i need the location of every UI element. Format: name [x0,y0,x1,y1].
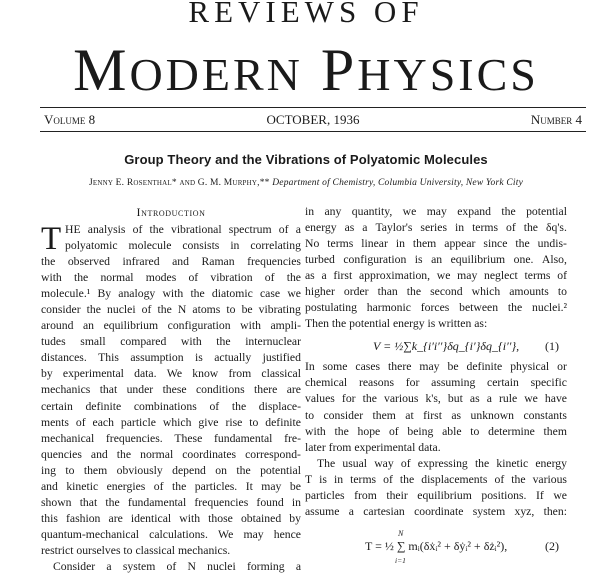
text-line: certain definite combinations of the displace- [41,399,301,413]
number-label [531,113,582,126]
text-line: HE analysis of the vibrational spectrum of a [65,223,301,236]
text-line: Then the potential energy is written as: [305,317,488,331]
drop-cap: T [41,221,62,257]
text-line: in any quantity, we may expand the potential [305,205,567,218]
text-line: energy as a Taylor's series in terms of the δq's. [305,221,567,235]
text-line: by experimental data. We know from classical [41,367,301,381]
text-line: distances. This assumption is actually justified [41,351,301,365]
text-line: No terms linear in them appear since the undis- [305,237,567,251]
text-line: quantum-mechanical calculations. We may hence [41,527,301,541]
text-line: ing to them obviously depend on the potential [41,463,301,477]
text-line: later from experimental data. [305,440,441,454]
article-title: Group Theory and the Vibrations of Polyatomic Molecules [124,152,488,167]
text-line: quencies and the normal coordinates correspond- [41,447,301,461]
text-line: T is in terms of the displacements of the various [305,472,567,486]
text-line: turbed configuration is an equilibrium one. Also, [305,253,567,267]
section-heading: Introduction [136,205,206,219]
volume-label [44,113,95,126]
equation-2-sum-upper: N [398,528,404,538]
text-line: postulating harmonic forces between the nuclei.² [305,301,567,315]
text-line: around an equilibrium configuration with ampli- [41,319,301,333]
right-column-lines-b [305,359,567,519]
issue-line [44,113,582,126]
issue-date: OCTOBER, 1936 [266,112,360,127]
equation-1 [305,336,567,356]
text-line: chemical reasons for assuming certain specific [305,376,567,390]
text-line: polyatomic molecule consists in correlating [65,239,301,253]
text-line: the observed infrared and Raman frequencies [41,255,301,269]
equation-2-sum-lower: i=1 [395,555,406,565]
text-line: mechanics that under these conditions there are [41,383,301,397]
text-line: mechanical frequencies. These fundamental fre- [41,431,301,445]
text-line: The usual way of expressing the kinetic energy [317,456,567,470]
equation-2-body: T = ½ ∑ mᵢ(δẋᵢ² + δẏᵢ² + δżᵢ²), [365,538,508,553]
journal-title-main [0,37,612,103]
text-line: and kinetic energies of the particles. It may be [41,479,301,493]
text-line: consider the nuclei of the N atoms to be vibrating [41,303,301,317]
journal-title-odern: ODERN [129,49,303,100]
right-column-lines-a [305,204,567,332]
text-line: ments of each particle which give rise to definite [41,415,301,429]
journal-title-top: REVIEWS OF [188,0,424,29]
number-word: Number [530,112,573,127]
text-line: this fashion are identical with those obtained by [41,511,301,525]
text-line: shown that the fundamental frequencies found in [41,495,301,509]
text-line: In some cases there may be definite physical or [305,360,567,374]
text-line: restrict ourselves to classical mechanics. [41,543,231,557]
article-affiliation: Department of Chemistry, Columbia University, New York City [272,178,524,188]
volume-number: 8 [88,112,96,127]
left-column [41,222,301,575]
text-line: tudes small compared with the internuclear [41,335,301,349]
text-line: particles from their equilibrium positions. If we [305,488,567,502]
text-line: higher order than the second which amounts to [305,285,567,299]
equation-2 [305,528,567,565]
article-authors: Jenny E. Rosenthal* and G. M. Murphy,** [88,178,270,188]
text-line: assume a cartesian coordinate system xyz, then: [305,504,567,518]
equation-2-number: (2) [545,538,559,553]
text-line: with the hope of being able to determine them [305,424,567,438]
equation-1-number: (1) [545,339,559,354]
volume-word: Volume [44,112,86,127]
right-column [305,204,567,565]
masthead-rule-bottom [40,131,586,132]
number-value: 4 [575,112,582,127]
journal-title-hysics: HYSICS [357,49,539,100]
text-line: as a first approximation, we may neglect terms of [305,269,567,283]
text-line: values for the various k's, but as a rule we have [305,392,567,406]
article-byline [0,178,612,188]
journal-title-p: P [320,37,358,103]
equation-1-body: V = ½∑k_{i′i′′}δq_{i′}δq_{i′′}, [373,339,520,354]
text-line: molecule.¹ By analogy with the diatomic case we [41,287,301,301]
text-line: to consider them at first as unknown constants [305,408,567,422]
journal-title-m: M [73,37,130,103]
text-line: Consider a system of N nuclei forming a [53,559,301,573]
masthead-rule-top [40,107,586,108]
text-line: with the normal modes of vibration of the [41,271,301,285]
left-column-lines [41,222,301,575]
